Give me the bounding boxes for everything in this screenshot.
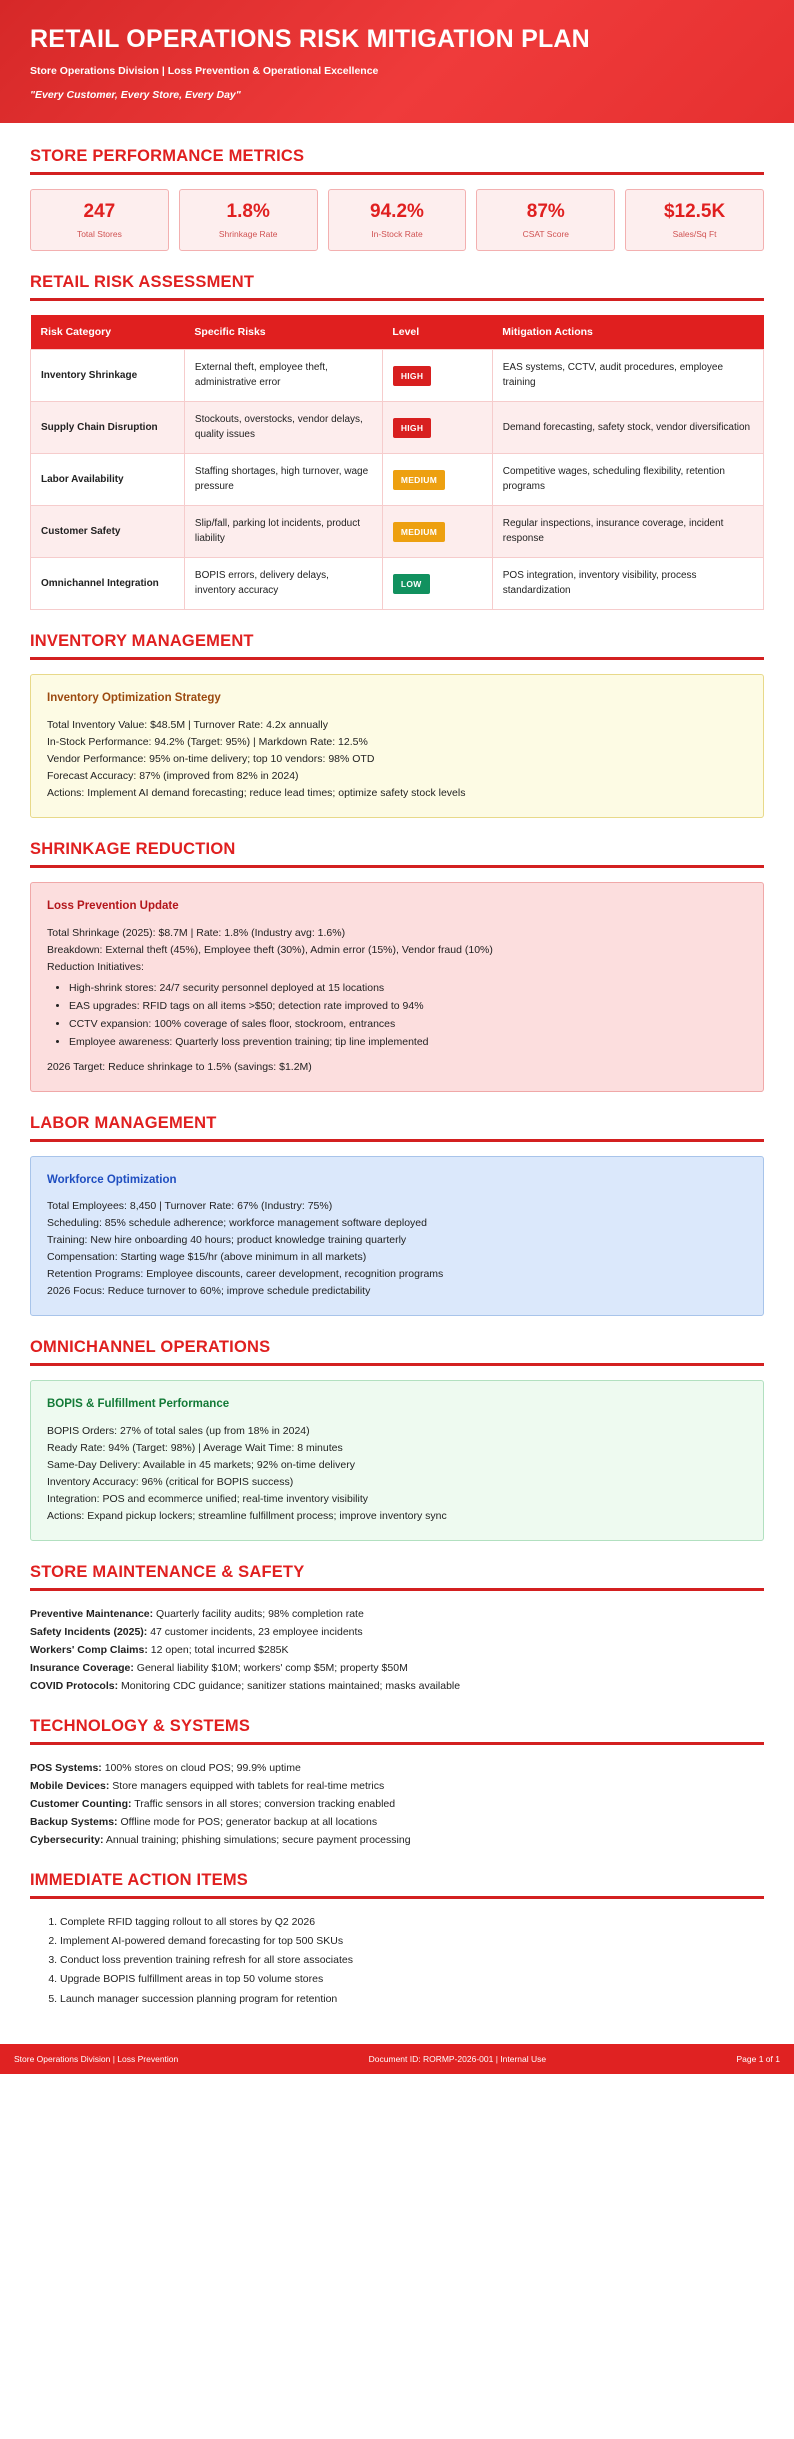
cell-specific-risks: External theft, employee theft, administrative error bbox=[184, 350, 382, 402]
line-key: Insurance Coverage: bbox=[30, 1661, 134, 1674]
footer-left: Store Operations Division | Loss Prevention bbox=[14, 2053, 179, 2064]
section-heading-omnichannel: OMNICHANNEL OPERATIONS bbox=[30, 1338, 271, 1357]
line-value-2: 4.2x annually bbox=[263, 718, 328, 731]
metric-label: Shrinkage Rate bbox=[218, 229, 278, 240]
line-key: 2026 Target: bbox=[47, 1060, 106, 1073]
line-key: Forecast Accuracy: bbox=[47, 769, 137, 782]
section-heading-maintenance: STORE MAINTENANCE & SAFETY bbox=[30, 1562, 305, 1581]
line-key-2: Turnover Rate: bbox=[164, 1200, 235, 1213]
metric-card bbox=[328, 189, 467, 252]
status-badge: HIGH bbox=[393, 366, 431, 386]
line-value: General liability $10M; workers' comp $5M; property $50M bbox=[133, 1661, 408, 1674]
table-row bbox=[31, 558, 764, 610]
line-value: Implement AI demand forecasting; reduce lead times; optimize safety stock levels bbox=[84, 786, 466, 799]
callout-line bbox=[47, 734, 747, 751]
metric-value: 247 bbox=[83, 200, 116, 222]
line-key: Compensation: bbox=[47, 1251, 118, 1264]
cell-mitigation: POS integration, inventory visibility, process standardization bbox=[492, 558, 763, 610]
callout-line bbox=[47, 1198, 747, 1215]
callout-title: BOPIS & Fulfillment Performance bbox=[47, 1398, 230, 1411]
cell-risk-category: Supply Chain Disruption bbox=[31, 402, 185, 454]
line-value-2: 1.8% (Industry avg: 1.6%) bbox=[221, 926, 346, 939]
list-item: 1. Complete RFID tagging rollout to all stores by Q2 2026 bbox=[60, 1913, 764, 1931]
line-value: 8,450 | bbox=[126, 1200, 165, 1213]
metric-value: 94.2% bbox=[370, 200, 424, 222]
list-item: • CCTV expansion: 100% coverage of sales floor, stockroom, entrances bbox=[69, 1016, 747, 1033]
callout-title: Loss Prevention Update bbox=[47, 899, 179, 912]
status-badge: MEDIUM bbox=[393, 470, 445, 490]
section-heading-shrinkage: SHRINKAGE REDUCTION bbox=[30, 839, 236, 858]
section-divider bbox=[30, 172, 764, 175]
line-value: New hire onboarding 40 hours; product knowledge training quarterly bbox=[87, 1234, 407, 1247]
callout-line bbox=[47, 959, 747, 976]
line-value: 100% stores on cloud POS; 99.9% uptime bbox=[101, 1762, 301, 1775]
line-key: Ready Rate: bbox=[47, 1441, 106, 1454]
table-row bbox=[31, 454, 764, 506]
column-header-mitigation: Mitigation Actions bbox=[492, 315, 763, 350]
keyline bbox=[30, 1641, 764, 1659]
callout-line bbox=[47, 1283, 747, 1300]
cell-mitigation: Competitive wages, scheduling flexibility, retention programs bbox=[492, 454, 763, 506]
line-key: Total Inventory Value: bbox=[47, 718, 148, 731]
keyline bbox=[30, 1831, 764, 1849]
cell-level bbox=[382, 506, 492, 558]
keyline bbox=[30, 1677, 764, 1695]
cell-specific-risks: BOPIS errors, delivery delays, inventory accuracy bbox=[184, 558, 382, 610]
document-footer bbox=[0, 2044, 794, 2074]
cell-mitigation: EAS systems, CCTV, audit procedures, employee training bbox=[492, 350, 763, 402]
table-body bbox=[31, 350, 764, 610]
section-divider bbox=[30, 1588, 764, 1591]
callout-line bbox=[47, 1249, 747, 1266]
line-value: Store managers equipped with tablets for real-time metrics bbox=[109, 1780, 385, 1793]
section-divider bbox=[30, 657, 764, 660]
metric-card bbox=[179, 189, 318, 252]
table-header-row bbox=[31, 315, 764, 350]
cell-risk-category: Customer Safety bbox=[31, 506, 185, 558]
metric-card bbox=[625, 189, 764, 252]
line-key: Actions: bbox=[47, 786, 85, 799]
footer-center: Document ID: RORMP-2026-001 | Internal Use bbox=[368, 2053, 547, 2064]
line-value: POS and ecommerce unified; real-time inventory visibility bbox=[99, 1492, 368, 1505]
shrinkage-target-line bbox=[47, 1059, 747, 1076]
line-value: External theft (45%), Employee theft (30%), Admin error (15%), Vendor fraud (10%) bbox=[102, 943, 493, 956]
status-badge: HIGH bbox=[393, 418, 431, 438]
cell-specific-risks: Staffing shortages, high turnover, wage pressure bbox=[184, 454, 382, 506]
section-divider bbox=[30, 1896, 764, 1899]
callout-line bbox=[47, 1215, 747, 1232]
section-heading-technology: TECHNOLOGY & SYSTEMS bbox=[30, 1717, 251, 1736]
line-value: Quarterly facility audits; 98% completion rate bbox=[153, 1607, 364, 1620]
line-value: Employee discounts, career development, recognition programs bbox=[143, 1268, 444, 1281]
line-key: POS Systems: bbox=[30, 1762, 102, 1775]
table-row bbox=[31, 506, 764, 558]
metric-label: Total Stores bbox=[76, 229, 122, 240]
cell-level bbox=[382, 454, 492, 506]
keyline bbox=[30, 1659, 764, 1677]
metric-card bbox=[30, 189, 169, 252]
list-item: 4. Upgrade BOPIS fulfillment areas in top 50 volume stores bbox=[60, 1970, 764, 1988]
risk-assessment-table bbox=[30, 315, 764, 610]
line-key: 2026 Focus: bbox=[47, 1285, 105, 1298]
bottom-spacer bbox=[30, 2014, 764, 2044]
line-value: 87% (improved from 82% in 2024) bbox=[136, 769, 299, 782]
line-key: Preventive Maintenance: bbox=[30, 1607, 154, 1620]
cell-level bbox=[382, 350, 492, 402]
line-value: Reduce shrinkage to 1.5% (savings: $1.2M) bbox=[105, 1060, 312, 1073]
list-item: • Employee awareness: Quarterly loss prevention training; tip line implemented bbox=[69, 1034, 747, 1051]
line-key-2: Average Wait Time: bbox=[203, 1441, 295, 1454]
cell-specific-risks: Slip/fall, parking lot incidents, product liability bbox=[184, 506, 382, 558]
keyline bbox=[30, 1795, 764, 1813]
callout-line bbox=[47, 717, 747, 734]
line-value: Traffic sensors in all stores; conversion tracking enabled bbox=[131, 1798, 396, 1811]
column-header-level: Level bbox=[382, 315, 492, 350]
line-value: 47 customer incidents, 23 employee incidents bbox=[147, 1625, 363, 1638]
table-header bbox=[31, 315, 764, 350]
table-row bbox=[31, 350, 764, 402]
callout-line bbox=[47, 785, 747, 802]
metric-value: 87% bbox=[526, 200, 565, 222]
status-badge: MEDIUM bbox=[393, 522, 445, 542]
cell-level bbox=[382, 402, 492, 454]
line-key-2: Rate: bbox=[196, 926, 222, 939]
cell-risk-category: Labor Availability bbox=[31, 454, 185, 506]
line-key: Backup Systems: bbox=[30, 1816, 118, 1829]
callout-line bbox=[47, 1423, 747, 1440]
line-value-2: 67% (Industry: 75%) bbox=[234, 1200, 333, 1213]
list-item: 2. Implement AI-powered demand forecasting for top 500 SKUs bbox=[60, 1932, 764, 1950]
metrics-row bbox=[30, 189, 764, 252]
callout-line bbox=[47, 942, 747, 959]
list-item: • EAS upgrades: RFID tags on all items >$50; detection rate improved to 94% bbox=[69, 998, 747, 1015]
line-key: Workers' Comp Claims: bbox=[30, 1643, 148, 1656]
callout-line bbox=[47, 1491, 747, 1508]
callout-line bbox=[47, 1440, 747, 1457]
line-key: COVID Protocols: bbox=[30, 1680, 119, 1693]
line-value: 27% of total sales (up from 18% in 2024) bbox=[117, 1424, 310, 1437]
line-key: Inventory Accuracy: bbox=[47, 1475, 139, 1488]
line-value: 12 open; total incurred $285K bbox=[147, 1643, 289, 1656]
document-header bbox=[0, 0, 794, 123]
line-key: Training: bbox=[47, 1234, 88, 1247]
line-key: Actions: bbox=[47, 1509, 85, 1522]
section-heading-metrics: STORE PERFORMANCE METRICS bbox=[30, 146, 305, 165]
line-key: Vendor Performance: bbox=[47, 752, 147, 765]
line-key: Total Employees: bbox=[47, 1200, 127, 1213]
line-value: $48.5M | bbox=[147, 718, 194, 731]
line-key: Customer Counting: bbox=[30, 1798, 132, 1811]
line-key: Safety Incidents (2025): bbox=[30, 1625, 148, 1638]
section-heading-labor: LABOR MANAGEMENT bbox=[30, 1113, 217, 1132]
cell-risk-category: Inventory Shrinkage bbox=[31, 350, 185, 402]
metric-card bbox=[476, 189, 615, 252]
cell-mitigation: Regular inspections, insurance coverage, incident response bbox=[492, 506, 763, 558]
metric-value: 1.8% bbox=[226, 200, 270, 222]
line-key: Integration: bbox=[47, 1492, 100, 1505]
list-item: • High-shrink stores: 24/7 security personnel deployed at 15 locations bbox=[69, 980, 747, 997]
document-tagline: "Every Customer, Every Store, Every Day" bbox=[30, 88, 241, 101]
cell-specific-risks: Stockouts, overstocks, vendor delays, quality issues bbox=[184, 402, 382, 454]
line-value-2: 8 minutes bbox=[294, 1441, 343, 1454]
line-value: 96% (critical for BOPIS success) bbox=[138, 1475, 294, 1488]
line-key: Same-Day Delivery: bbox=[47, 1458, 141, 1471]
document-body bbox=[0, 123, 794, 2044]
line-key: Cybersecurity: bbox=[30, 1834, 104, 1847]
section-heading-inventory: INVENTORY MANAGEMENT bbox=[30, 632, 254, 651]
maintenance-lines bbox=[30, 1605, 764, 1695]
keyline bbox=[30, 1777, 764, 1795]
line-key: Retention Programs: bbox=[47, 1268, 144, 1281]
callout-line bbox=[47, 1457, 747, 1474]
column-header-risk-category: Risk Category bbox=[31, 315, 185, 350]
section-divider bbox=[30, 865, 764, 868]
cell-risk-category: Omnichannel Integration bbox=[31, 558, 185, 610]
line-value: Expand pickup lockers; streamline fulfillment process; improve inventory sync bbox=[84, 1509, 447, 1522]
line-value: 94.2% (Target: 95%) | bbox=[151, 735, 259, 748]
section-heading-risk: RETAIL RISK ASSESSMENT bbox=[30, 273, 255, 292]
line-value: 85% schedule adherence; workforce management software deployed bbox=[101, 1217, 427, 1230]
line-key: Reduction Initiatives: bbox=[47, 960, 144, 973]
callout-line bbox=[47, 768, 747, 785]
section-divider bbox=[30, 298, 764, 301]
callout-line bbox=[47, 925, 747, 942]
line-value-2: 12.5% bbox=[335, 735, 368, 748]
section-divider bbox=[30, 1139, 764, 1142]
page-title: RETAIL OPERATIONS RISK MITIGATION PLAN bbox=[30, 25, 590, 53]
line-value: 94% (Target: 98%) | bbox=[105, 1441, 204, 1454]
callout-line bbox=[47, 1474, 747, 1491]
metric-label: In-Stock Rate bbox=[371, 229, 423, 240]
technology-lines bbox=[30, 1759, 764, 1849]
line-key: Total Shrinkage (2025): bbox=[47, 926, 156, 939]
line-key: Mobile Devices: bbox=[30, 1780, 110, 1793]
shrinkage-callout bbox=[30, 882, 764, 1092]
line-key: BOPIS Orders: bbox=[47, 1424, 118, 1437]
labor-callout bbox=[30, 1156, 764, 1317]
document-subtitle: Store Operations Division | Loss Prevention & Operational Excellence bbox=[30, 64, 379, 77]
status-badge: LOW bbox=[393, 574, 430, 594]
inventory-callout bbox=[30, 674, 764, 818]
cell-mitigation: Demand forecasting, safety stock, vendor diversification bbox=[492, 402, 763, 454]
line-key: Scheduling: bbox=[47, 1217, 102, 1230]
keyline bbox=[30, 1813, 764, 1831]
omnichannel-callout bbox=[30, 1380, 764, 1541]
callout-line bbox=[47, 1508, 747, 1525]
line-key: Breakdown: bbox=[47, 943, 103, 956]
column-header-specific-risks: Specific Risks bbox=[184, 315, 382, 350]
list-item: 3. Conduct loss prevention training refresh for all store associates bbox=[60, 1951, 764, 1969]
metric-label: CSAT Score bbox=[522, 229, 570, 240]
line-value: 95% on-time delivery; top 10 vendors: 98% OTD bbox=[146, 752, 375, 765]
metric-label: Sales/Sq Ft bbox=[672, 229, 717, 240]
footer-page-number: Page 1 of 1 bbox=[736, 2053, 780, 2064]
line-value: Monitoring CDC guidance; sanitizer stations maintained; masks available bbox=[118, 1680, 461, 1693]
cell-level bbox=[382, 558, 492, 610]
table-row bbox=[31, 402, 764, 454]
list-item: 5. Launch manager succession planning program for retention bbox=[60, 1990, 764, 2008]
line-value: $8.7M | bbox=[155, 926, 197, 939]
keyline bbox=[30, 1623, 764, 1641]
callout-line bbox=[47, 751, 747, 768]
section-divider bbox=[30, 1742, 764, 1745]
line-key-2: Markdown Rate: bbox=[258, 735, 336, 748]
callout-title: Workforce Optimization bbox=[47, 1173, 177, 1186]
line-value: Reduce turnover to 60%; improve schedule predictability bbox=[104, 1285, 371, 1298]
callout-title: Inventory Optimization Strategy bbox=[47, 692, 221, 705]
section-divider bbox=[30, 1363, 764, 1366]
line-value: Available in 45 markets; 92% on-time delivery bbox=[140, 1458, 355, 1471]
line-value: Starting wage $15/hr (above minimum in all markets) bbox=[117, 1251, 367, 1264]
callout-line bbox=[47, 1266, 747, 1283]
keyline bbox=[30, 1759, 764, 1777]
line-key: In-Stock Performance: bbox=[47, 735, 152, 748]
line-value: Offline mode for POS; generator backup at all locations bbox=[117, 1816, 378, 1829]
reduction-initiatives-list bbox=[47, 980, 747, 1051]
section-heading-actions: IMMEDIATE ACTION ITEMS bbox=[30, 1871, 248, 1890]
action-items-list bbox=[30, 1913, 764, 2007]
callout-line bbox=[47, 1232, 747, 1249]
line-value: Annual training; phishing simulations; secure payment processing bbox=[103, 1834, 411, 1847]
metric-value: $12.5K bbox=[663, 200, 726, 222]
keyline bbox=[30, 1605, 764, 1623]
line-key-2: Turnover Rate: bbox=[193, 718, 264, 731]
